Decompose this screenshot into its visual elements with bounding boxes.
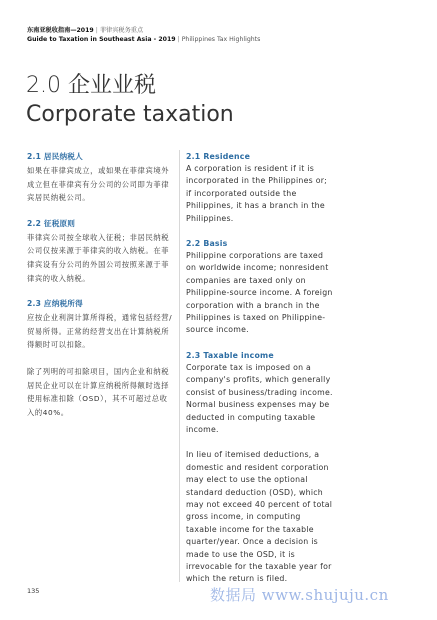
section-title-cn: 2.0 企业业税	[26, 73, 156, 98]
section-title	[26, 72, 234, 130]
en-heading-taxable-income: 2.3 Taxable income	[186, 350, 274, 360]
header-en-subtitle: Philippines Tax Highlights	[181, 36, 261, 43]
watermark: 数据局 www.shujuju.cn	[210, 586, 389, 604]
running-header	[27, 26, 417, 44]
cn-paragraph-osd: 除了列明的可扣除项目，国内企业和纳税居民企业可以在计算应纳税所得额时选择使用标准扣除（OSD），其不可超过总收入的40%。	[27, 366, 170, 417]
en-heading-residence: 2.1 Residence	[186, 152, 251, 161]
page-number: 135	[27, 587, 40, 595]
chinese-column	[27, 151, 175, 432]
en-paragraph-basis: Philippine corporations are taxed on worldwide income; nonresident companies are taxed only on Philippine-source income. A foreign corporation with a branch in the Philippines is taxed on Philippine-source income.	[186, 251, 333, 335]
column-divider	[179, 150, 180, 582]
en-paragraph-residence: A corporation is resident if it is incorporated in the Philippines or; if incorporated outside the Philippines, it has a branch in the Philippines.	[186, 164, 328, 223]
cn-paragraph-taxable-income: 应按企业利润计算所得税，通常包括经营/贸易所得。正常的经营支出在计算纳税所得额时可以扣除。	[27, 313, 173, 350]
english-column	[186, 151, 334, 599]
header-separator: |	[95, 27, 98, 34]
en-paragraph-taxable-income: Corporate tax is imposed on a company's profits, which generally consist of business/trading income. Normal business expenses may be deducted in computing taxable income.	[186, 362, 333, 434]
header-cn-subtitle: 菲律宾税务重点	[99, 27, 144, 34]
header-line-cn	[27, 26, 417, 35]
header-separator: |	[177, 36, 180, 43]
header-cn-year: —2019	[70, 27, 94, 34]
en-paragraph-osd: In lieu of itemised deductions, a domestic and resident corporation may elect to use the optional standard deduction (OSD), which may not exceed 40 percent of total gross income, in computing taxable income for the taxable quarter/year. Once a decision is made to use the OSD, it is irrevocable for the taxable year for which the return is filed.	[186, 450, 333, 584]
cn-heading-taxable-income: 2.3 应纳税所得	[27, 299, 83, 309]
section-title-en: Corporate taxation	[26, 102, 234, 127]
header-cn-title: 东南亚税收指南	[27, 27, 71, 34]
cn-paragraph-residence: 如果在菲律宾成立，或如果在菲律宾境外成立但在菲律宾有分公司的公司即为菲律宾居民纳税公司。	[27, 166, 170, 203]
cn-paragraph-basis: 菲律宾公司按全球收入征税；非居民纳税公司仅按来源于菲律宾的收入纳税。在菲律宾设有分公司的外国公司按照来源于菲律宾的收入纳税。	[27, 232, 170, 283]
en-heading-basis: 2.2 Basis	[186, 239, 228, 249]
cn-heading-basis: 2.2 征税原则	[27, 218, 76, 228]
header-en-title: Guide to Taxation in Southeast Asia - 2019	[27, 36, 176, 43]
cn-heading-residence: 2.1 居民纳税人	[27, 152, 83, 161]
header-line-en	[27, 35, 417, 44]
